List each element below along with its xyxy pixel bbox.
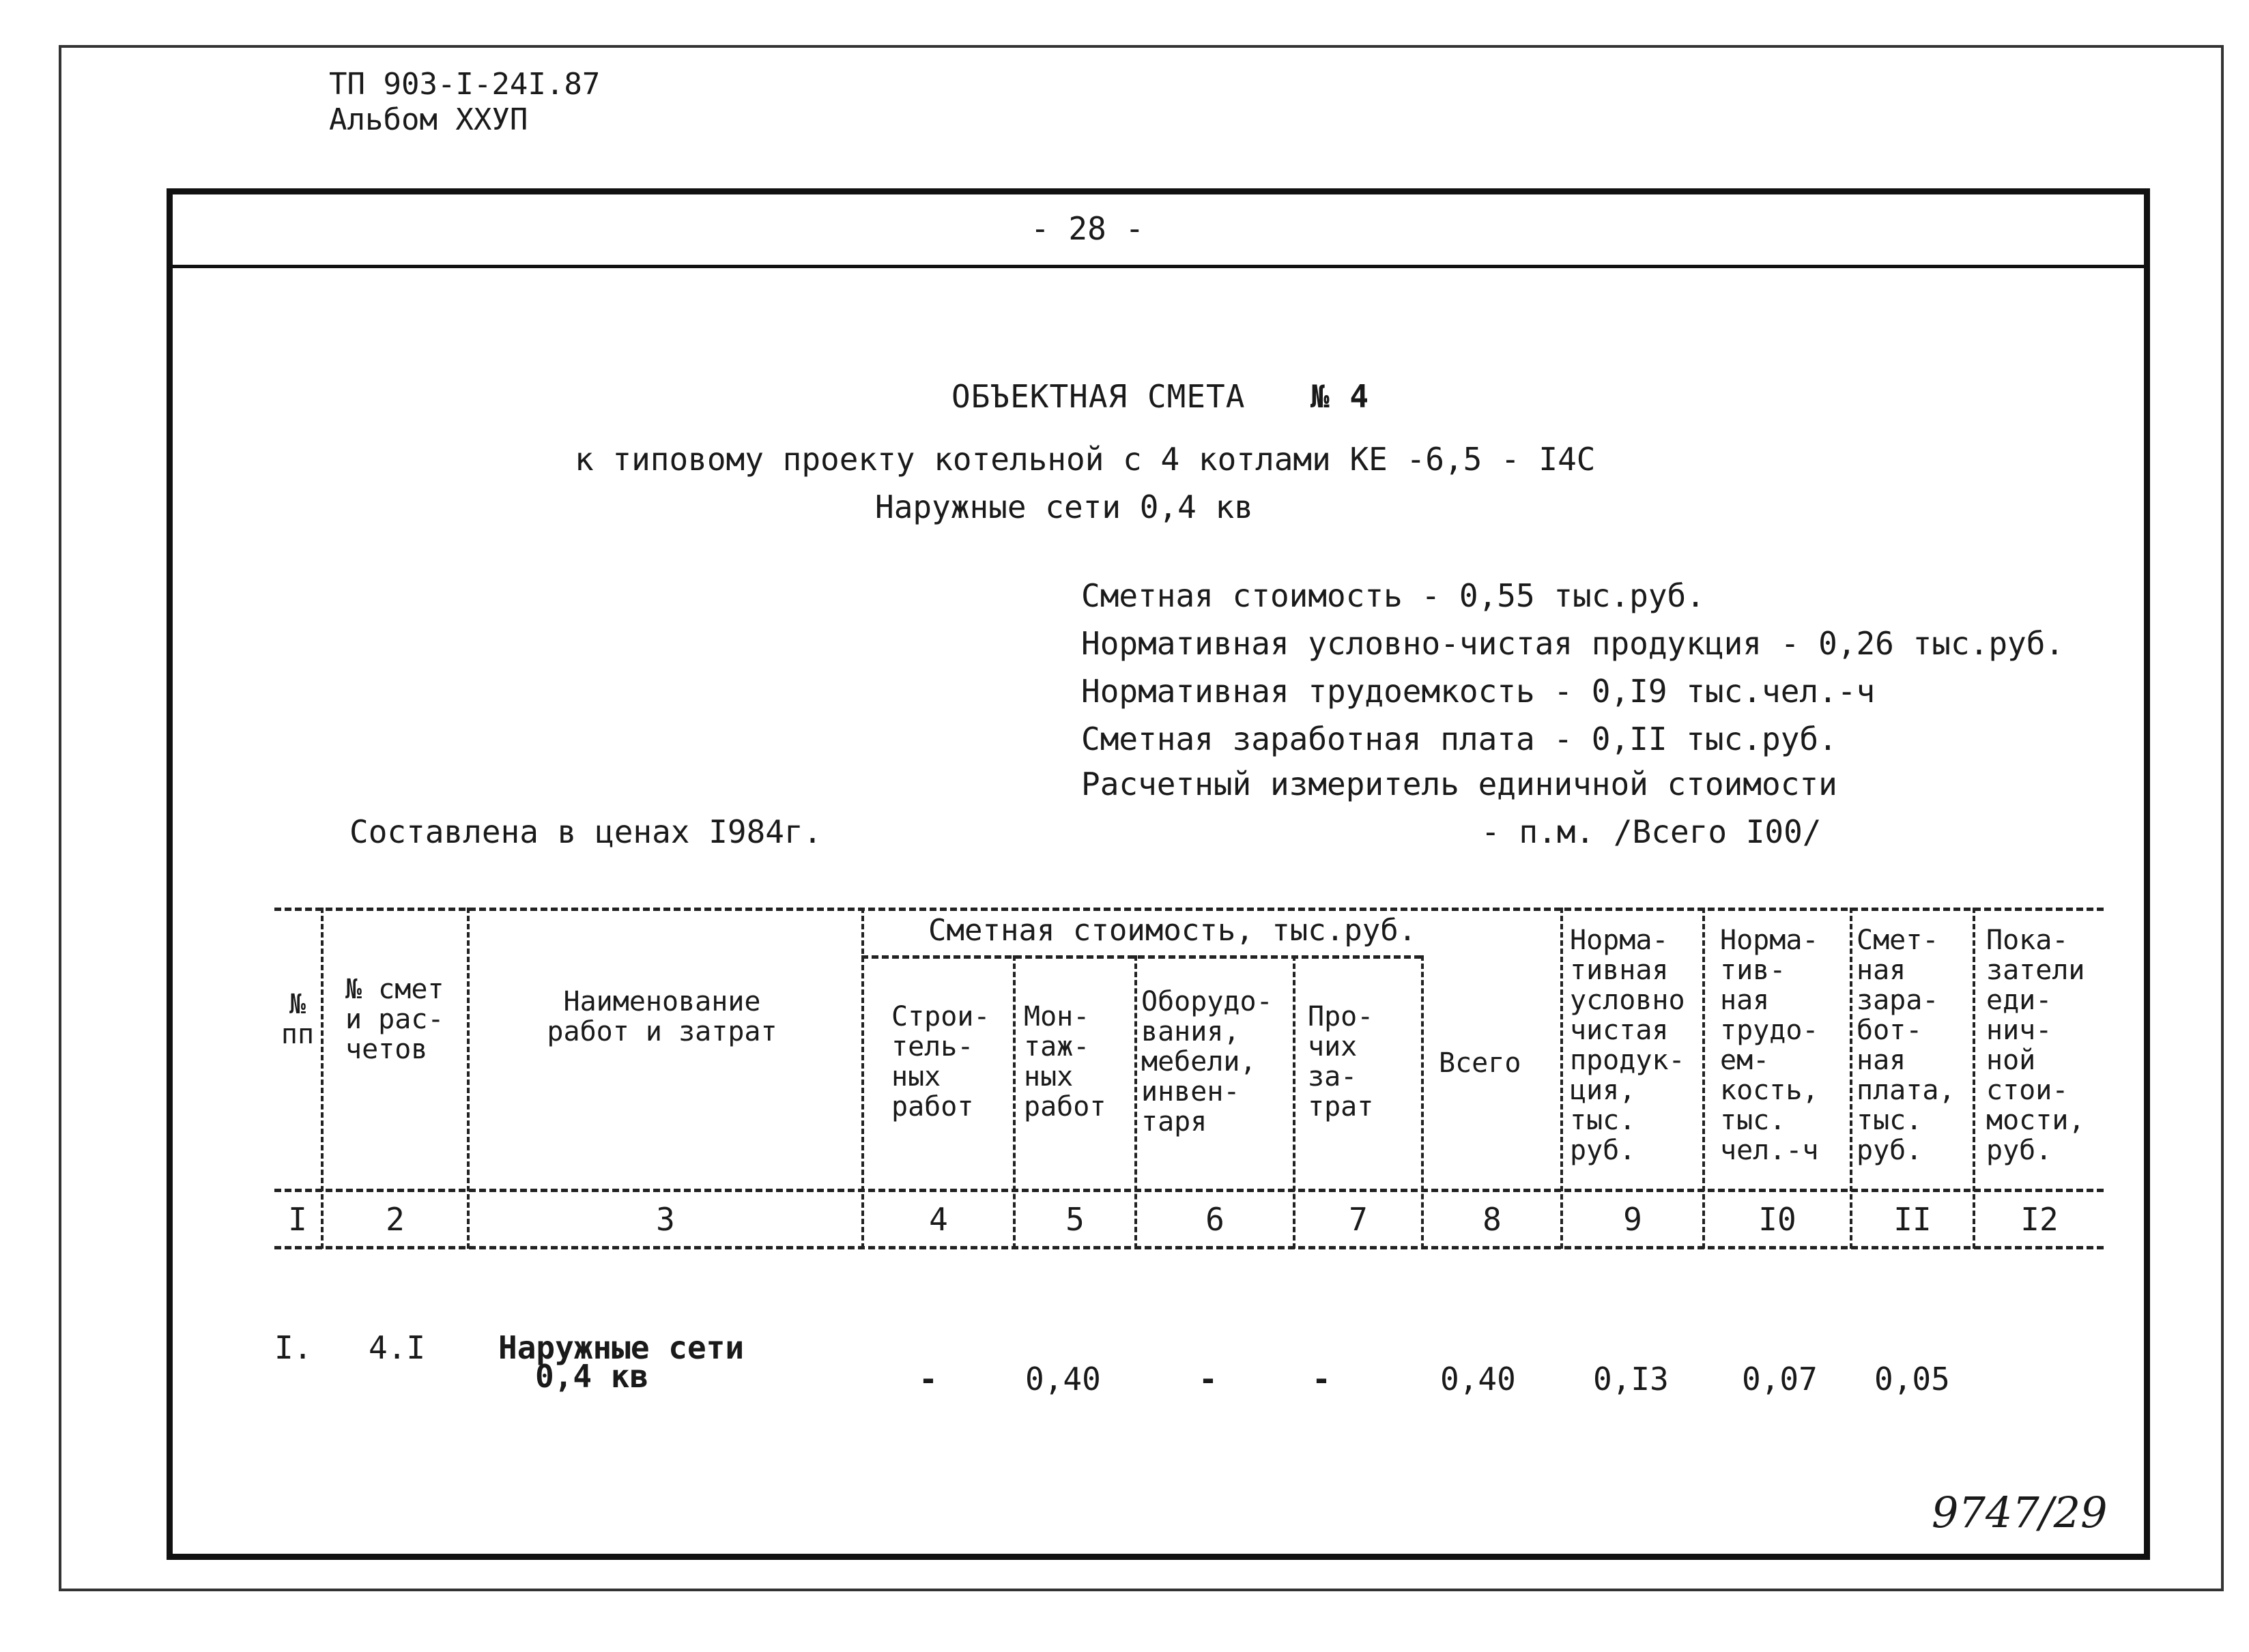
row-name-line1: Наружные сети — [498, 1329, 745, 1366]
col-divider — [1850, 908, 1852, 1249]
col-number: 8 — [1482, 1201, 1502, 1238]
col-number: 6 — [1205, 1201, 1224, 1238]
archive-number: 9747/29 — [1932, 1488, 2108, 1537]
stamp-line-1: ТП 903-I-24I.87 — [329, 67, 601, 102]
col-divider — [1560, 908, 1563, 1249]
row-num: I. — [274, 1329, 313, 1366]
col-number: 7 — [1349, 1201, 1368, 1238]
row-wages: 0,05 — [1874, 1361, 1950, 1397]
col-number: I0 — [1758, 1201, 1796, 1238]
col-divider — [321, 908, 324, 1249]
header-rule — [167, 265, 2150, 268]
col-number: 5 — [1065, 1201, 1085, 1238]
summary-net-product: Нормативная условно-чистая продукция - 0,26 тыс.руб. — [1081, 625, 2065, 662]
group-header-estimate-cost: Сметная стоимость, тыс.руб. — [928, 913, 1417, 948]
col-header-total: Всего — [1439, 1047, 1521, 1079]
summary-wages: Сметная заработная плата - 0,II тыс.руб. — [1081, 721, 1837, 757]
row-labor: 0,07 — [1742, 1361, 1818, 1397]
col-header-num: № пп — [281, 989, 315, 1050]
header-bottom-rule — [274, 1189, 2104, 1192]
summary-unit-measure: Расчетный измеритель единичной стоимости — [1081, 766, 1837, 802]
col-divider — [1702, 908, 1705, 1249]
col-header-labor: Норма- тив- ная трудо- ем- кость, тыс. чел.-ч — [1720, 925, 1819, 1166]
col-number: II — [1893, 1201, 1932, 1238]
col-number: 3 — [656, 1201, 675, 1238]
group-header-rule — [861, 955, 1421, 959]
row-estimate-number: 4.I — [369, 1329, 426, 1366]
stamp-line-2: Альбом ХХУП — [329, 102, 528, 137]
summary-cost: Сметная стоимость - 0,55 тыс.руб. — [1081, 577, 1705, 614]
row-equipment: - — [1199, 1361, 1218, 1397]
col-header-estimate: № смет и рас- четов — [345, 974, 444, 1065]
composed-in-prices: Составлена в ценах I984г. — [349, 813, 822, 850]
row-construction: - — [919, 1361, 938, 1397]
col-number: I — [288, 1201, 307, 1238]
col-header-construction: Строи- тель- ных работ — [891, 1001, 990, 1122]
col-number: 4 — [929, 1201, 948, 1238]
page-title: ОБЪЕКТНАЯ СМЕТА — [951, 378, 1246, 415]
row-name-line2: 0,4 кв — [535, 1358, 649, 1395]
measure-value: - п.м. /Всего I00/ — [1481, 813, 1822, 850]
numbers-bottom-rule — [274, 1246, 2104, 1249]
col-divider — [861, 908, 864, 1249]
subtitle-networks: Наружные сети 0,4 кв — [875, 489, 1253, 525]
col-header-name: Наименование работ и затрат — [547, 986, 777, 1047]
col-header-net-product: Норма- тивная условно чистая продук- ция, тыс. руб. — [1570, 925, 1685, 1166]
col-divider — [1973, 908, 1975, 1249]
subtitle-project: к типовому проекту котельной с 4 котлами КЕ -6,5 - I4C — [575, 441, 1596, 478]
row-installation: 0,40 — [1025, 1361, 1101, 1397]
col-header-installation: Мон- таж- ных работ — [1024, 1001, 1106, 1122]
col-number: 2 — [386, 1201, 405, 1238]
col-header-equipment: Оборудо- вания, мебели, инвен- таря — [1141, 986, 1273, 1137]
row-net-product: 0,I3 — [1593, 1361, 1669, 1397]
estimate-number: № 4 — [1310, 378, 1370, 415]
col-divider — [467, 908, 470, 1249]
page-number: - 28 - — [1031, 210, 1145, 247]
row-other: - — [1312, 1361, 1331, 1397]
col-header-unit-cost: Пока- затели еди- нич- ной стои- мости, руб. — [1986, 925, 2085, 1166]
summary-labor: Нормативная трудоемкость - 0,I9 тыс.чел.-ч — [1081, 673, 1876, 710]
row-total: 0,40 — [1440, 1361, 1516, 1397]
col-number: I2 — [2020, 1201, 2059, 1238]
col-header-other: Про- чих за- трат — [1308, 1001, 1374, 1122]
document-stamp — [329, 67, 600, 138]
col-number: 9 — [1623, 1201, 1642, 1238]
col-header-wages: Смет- ная зара- бот- ная плата, тыс. руб. — [1857, 925, 1956, 1166]
table-top-rule — [274, 908, 2104, 911]
